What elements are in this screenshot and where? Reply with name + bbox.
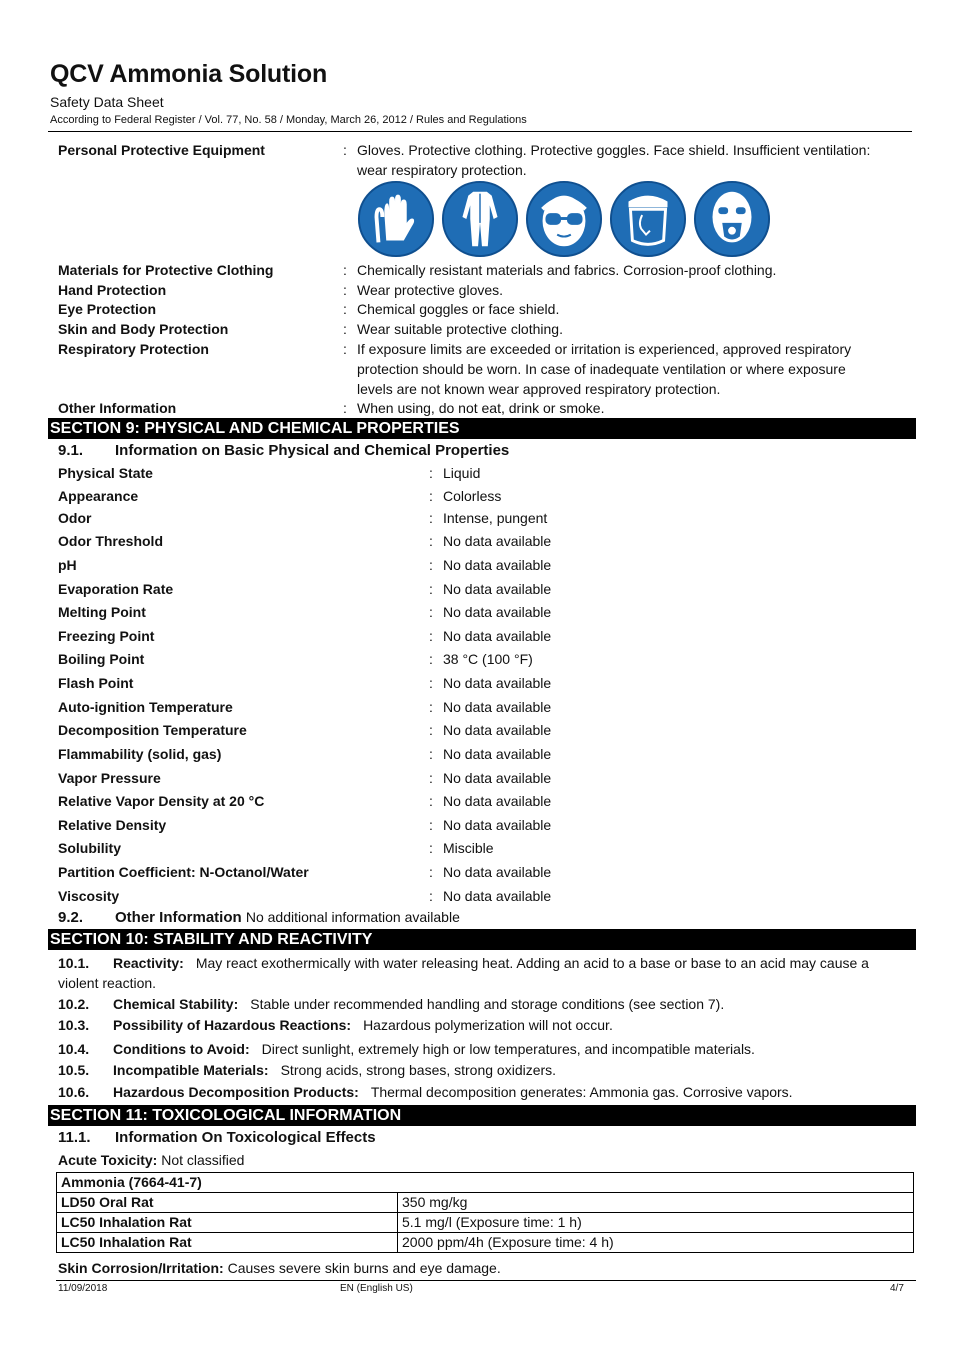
colon: : (429, 864, 433, 880)
protection-label: Hand Protection (58, 282, 167, 298)
property-value: Miscible (443, 840, 494, 856)
colon: : (429, 510, 433, 526)
property-label: Solubility (58, 840, 121, 856)
colon: : (429, 817, 433, 833)
footer-divider (56, 1280, 916, 1281)
item-number: 10.6. (58, 1084, 90, 1100)
subsection-11-1 (58, 1129, 376, 1146)
subsection-title: Other Information (115, 909, 242, 926)
colon: : (429, 699, 433, 715)
item-text: Thermal decomposition generates: Ammonia gas. Corrosive vapors. (370, 1084, 793, 1100)
protection-value-line: If exposure limits are exceeded or irritation is experienced, approved respiratory (357, 341, 852, 357)
colon: : (429, 770, 433, 786)
protection-label: Respiratory Protection (58, 341, 209, 357)
item-number: 10.1. (58, 955, 90, 971)
property-value: No data available (443, 557, 552, 573)
skin-corrosion-value: Causes severe skin burns and eye damage. (227, 1260, 501, 1276)
table-row (57, 1233, 914, 1253)
skin-corrosion (58, 1258, 501, 1278)
acute-toxicity-label: Acute Toxicity: (58, 1152, 158, 1168)
item-key: Possibility of Hazardous Reactions: (113, 1017, 352, 1033)
property-label: Physical State (58, 465, 153, 481)
property-value: No data available (443, 770, 552, 786)
property-value: No data available (443, 581, 552, 597)
colon: : (429, 746, 433, 762)
acute-toxicity (58, 1150, 244, 1170)
colon: : (429, 465, 433, 481)
subsection-number: 9.1. (58, 442, 84, 459)
property-value: No data available (443, 699, 552, 715)
item-number: 10.3. (58, 1017, 90, 1033)
gloves-icon (357, 180, 435, 258)
section-10-item (58, 953, 913, 993)
subsection-number: 11.1. (58, 1129, 91, 1146)
section-11-header: SECTION 11: TOXICOLOGICAL INFORMATION (48, 1105, 916, 1126)
table-cell-label: LC50 Inhalation Rat (57, 1213, 398, 1233)
property-value: No data available (443, 746, 552, 762)
table-cell-label: LD50 Oral Rat (57, 1193, 398, 1213)
document-title: QCV Ammonia Solution (50, 60, 328, 88)
item-key: Incompatible Materials: (113, 1062, 269, 1078)
property-value: No data available (443, 628, 552, 644)
regulation-reference: According to Federal Register / Vol. 77, No. 58 / Monday, March 26, 2012 / Rules and Regulations (50, 114, 527, 126)
footer-language: EN (English US) (340, 1283, 413, 1294)
subsection-text: No additional information available (245, 909, 460, 925)
ppe-value (357, 140, 917, 180)
item-number: 10.4. (58, 1041, 90, 1057)
property-label: Flammability (solid, gas) (58, 746, 222, 762)
property-label: Vapor Pressure (58, 770, 161, 786)
item-text: Direct sunlight, extremely high or low temperatures, and incompatible materials. (261, 1041, 755, 1057)
property-value: No data available (443, 817, 552, 833)
protection-value: When using, do not eat, drink or smoke. (357, 400, 605, 416)
section-9-header: SECTION 9: PHYSICAL AND CHEMICAL PROPERTIES (48, 418, 916, 439)
property-label: Freezing Point (58, 628, 155, 644)
protection-label: Eye Protection (58, 301, 157, 317)
acute-toxicity-value: Not classified (161, 1152, 245, 1168)
property-label: Flash Point (58, 675, 134, 691)
protection-value-line: levels are not known wear approved respiratory protection. (357, 381, 721, 397)
protection-label: Materials for Protective Clothing (58, 262, 274, 278)
colon: : (343, 400, 347, 416)
item-text: May react exothermically with water releasing heat. Adding an acid to a base or base to an acid may cause a violent reaction. (58, 955, 869, 991)
item-number: 10.5. (58, 1062, 90, 1078)
section-10-item (58, 994, 913, 1014)
colon: : (429, 888, 433, 904)
colon: : (429, 488, 433, 504)
protection-label: Skin and Body Protection (58, 321, 229, 337)
colon: : (429, 581, 433, 597)
property-label: Relative Vapor Density at 20 °C (58, 793, 265, 809)
section-10-header: SECTION 10: STABILITY AND REACTIVITY (48, 929, 916, 950)
section-10-item (58, 1082, 913, 1102)
protection-label: Other Information (58, 400, 177, 416)
item-key: Reactivity: (113, 955, 184, 971)
subsection-title: Information on Basic Physical and Chemical Properties (115, 442, 510, 459)
property-value: No data available (443, 722, 552, 738)
property-value: No data available (443, 604, 552, 620)
property-value: Intense, pungent (443, 510, 548, 526)
protection-value: Wear protective gloves. (357, 282, 504, 298)
colon: : (429, 793, 433, 809)
table-row (57, 1213, 914, 1233)
property-label: Appearance (58, 488, 139, 504)
subsection-number: 9.2. (58, 909, 84, 926)
property-label: Decomposition Temperature (58, 722, 247, 738)
property-value: No data available (443, 793, 552, 809)
toxicity-table (56, 1172, 914, 1253)
protection-value: Chemical goggles or face shield. (357, 301, 560, 317)
colon: : (343, 142, 347, 158)
colon: : (429, 628, 433, 644)
property-label: Partition Coefficient: N-Octanol/Water (58, 864, 309, 880)
goggles-icon (525, 180, 603, 258)
property-value: Liquid (443, 465, 481, 481)
property-label: Evaporation Rate (58, 581, 174, 597)
property-value: 38 °C (100 °F) (443, 651, 533, 667)
property-value: Colorless (443, 488, 502, 504)
property-label: Auto-ignition Temperature (58, 699, 233, 715)
protection-value: Chemically resistant materials and fabrics. Corrosion-proof clothing. (357, 262, 777, 278)
property-value: No data available (443, 864, 552, 880)
skin-corrosion-label: Skin Corrosion/Irritation: (58, 1260, 224, 1276)
subsection-9-2 (58, 909, 460, 926)
colon: : (429, 651, 433, 667)
subsection-9-1 (58, 442, 509, 459)
colon: : (429, 604, 433, 620)
colon: : (429, 557, 433, 573)
table-header: Ammonia (7664-41-7) (57, 1173, 914, 1193)
table-cell-value: 5.1 mg/l (Exposure time: 1 h) (398, 1213, 914, 1233)
property-label: Viscosity (58, 888, 120, 904)
colon: : (429, 533, 433, 549)
ppe-value-line: wear respiratory protection. (357, 162, 527, 178)
footer-page-number: 4/7 (890, 1283, 904, 1294)
item-text: Hazardous polymerization will not occur. (363, 1017, 613, 1033)
colon: : (429, 722, 433, 738)
property-label: pH (58, 557, 77, 573)
table-cell-value: 2000 ppm/4h (Exposure time: 4 h) (398, 1233, 914, 1253)
protective-clothing-icon (441, 180, 519, 258)
section-10-item (58, 1039, 913, 1059)
colon: : (343, 262, 347, 278)
item-key: Conditions to Avoid: (113, 1041, 250, 1057)
colon: : (429, 675, 433, 691)
item-text: Stable under recommended handling and storage conditions (see section 7). (250, 996, 725, 1012)
item-key: Chemical Stability: (113, 996, 239, 1012)
respirator-icon (693, 180, 771, 258)
property-label: Melting Point (58, 604, 146, 620)
header-divider (48, 131, 912, 132)
item-number: 10.2. (58, 996, 90, 1012)
protection-value: Wear suitable protective clothing. (357, 321, 563, 337)
property-label: Boiling Point (58, 651, 145, 667)
property-label: Odor Threshold (58, 533, 163, 549)
section-10-item (58, 1015, 913, 1035)
property-value: No data available (443, 533, 552, 549)
protection-value (357, 339, 912, 399)
face-shield-icon (609, 180, 687, 258)
property-value: No data available (443, 888, 552, 904)
sds-page (48, 0, 916, 1357)
property-value: No data available (443, 675, 552, 691)
colon: : (343, 341, 347, 357)
table-cell-value: 350 mg/kg (398, 1193, 914, 1213)
colon: : (429, 840, 433, 856)
section-10-item (58, 1060, 913, 1080)
ppe-value-line: Gloves. Protective clothing. Protective goggles. Face shield. Insufficient ventilation: (357, 142, 871, 158)
ppe-label: Personal Protective Equipment (58, 142, 265, 158)
protection-value-line: protection should be worn. In case of inadequate ventilation or where exposure (357, 361, 846, 377)
property-label: Odor (58, 510, 92, 526)
colon: : (343, 282, 347, 298)
colon: : (343, 301, 347, 317)
item-key: Hazardous Decomposition Products: (113, 1084, 359, 1100)
table-row (57, 1193, 914, 1213)
colon: : (343, 321, 347, 337)
table-header-row (57, 1173, 914, 1193)
table-cell-label: LC50 Inhalation Rat (57, 1233, 398, 1253)
subsection-title: Information On Toxicological Effects (115, 1129, 376, 1146)
property-label: Relative Density (58, 817, 167, 833)
item-text: Strong acids, strong bases, strong oxidizers. (280, 1062, 557, 1078)
footer-date: 11/09/2018 (58, 1283, 108, 1294)
document-subtitle: Safety Data Sheet (50, 94, 164, 110)
